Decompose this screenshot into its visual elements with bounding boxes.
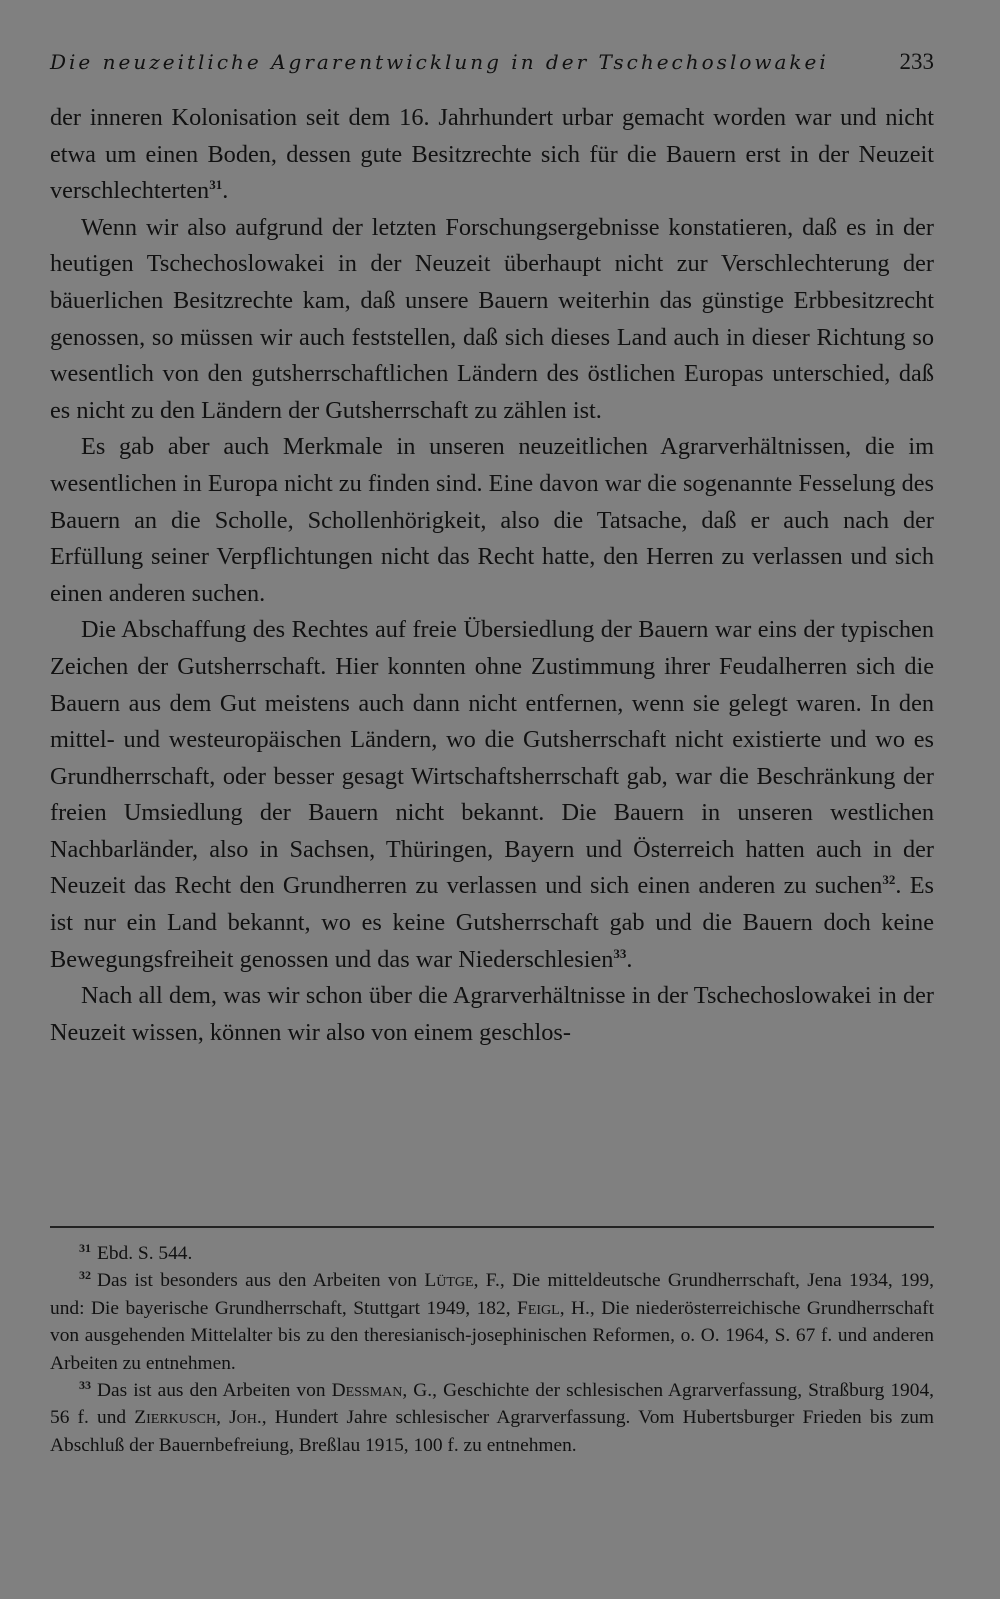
footnote-32-text-3: , H., Die niederösterreichische Grundherrschaft von ausgehenden Mittelalter bis zu den theresianisch-josephinischen Reformen, o. O. 1964, S. 67 f. und anderen Arbeiten zu entnehmen. [50,1297,934,1374]
paragraph-3 [50,429,934,612]
footnote-divider [50,1226,934,1228]
footnote-33 [50,1377,934,1459]
footnote-33-author-2: Zierkusch [134,1407,217,1429]
paragraph-5 [50,978,934,1051]
paragraph-1 [50,100,934,210]
footnote-31-text: Ebd. S. 544. [97,1243,193,1264]
paragraph-4-text-b: . Es ist nur ein Land bekannt, wo es keine Gutsherrschaft gab und die Bauern doch keine Bewegungsfreiheit genossen und das war Niederschlesien [50,872,934,973]
footnote-31 [50,1240,934,1267]
footnote-ref-33[interactable]: 33 [613,945,627,961]
footnote-33-text-2: , G., Geschichte der schlesischen Agrarverfassung, Straßburg 1904, 56 f. und [50,1380,934,1429]
paragraph-2 [50,210,934,430]
footnote-32-mark: 32 [79,1268,91,1283]
footnote-ref-32[interactable]: 32 [882,872,896,888]
footnote-32-text-2: , F., Die mitteldeutsche Grundherrschaft, Jena 1934, 199, und: Die bayerische Grundherrschaft, Stuttgart 1949, 182, [50,1270,934,1319]
paragraph-4-end: . [626,945,633,973]
footnote-33-author-1: Dessman [331,1380,403,1402]
paragraph-4-text-a: Die Abschaffung des Rechtes auf freie Übersiedlung der Bauern war eins der typischen Zeichen der Gutsherrschaft. Hier konnten ohne Zustimmung ihrer Feudalherren sich die Bauern aus dem Gut meistens auch dann nicht entfernen, wenn sie gelegt waren. In den mittel- und westeuropäischen Ländern, wo die Gutsherrschaft nicht existierte und wo es Grundherrschaft, oder besser gesagt Wirtschaftsherrschaft gab, war die Beschränkung der freien Umsiedlung der Bauern nicht bekannt. Die Bauern in unseren westlichen Nachbarländer, also in Sachsen, Thüringen, Bayern und Österreich hatten auch in der Neuzeit das Recht den Grundherren zu verlassen und sich einen anderen zu suchen [50,616,934,900]
body-text [50,100,934,1051]
footnote-33-text-3: , [216,1407,230,1429]
paragraph-1-end: . [222,177,229,205]
footnote-32-author-1: Lütge [424,1270,474,1292]
paragraph-4 [50,612,934,978]
paragraph-1-text: der inneren Kolonisation seit dem 16. Jahrhundert urbar gemacht worden war und nicht etwa um einen Boden, dessen gute Besitzrechte sich für die Bauern erst in der Neuzeit verschlechterten [50,104,934,205]
footnote-33-mark: 33 [79,1378,91,1393]
footnote-32-author-2: Feigl [517,1297,560,1319]
footnote-31-mark: 31 [79,1241,91,1255]
page-number: 233 [899,49,934,74]
footnotes [50,1240,934,1459]
paragraph-5-text: Nach all dem, was wir schon über die Agrarverhältnisse in der Tschechoslowakei in der Neuzeit wissen, können wir also von einem geschlos- [50,982,934,1046]
paragraph-2-text: Wenn wir also aufgrund der letzten Forschungsergebnisse konstatieren, daß es in der heutigen Tschechoslowakei in der Neuzeit überhaupt nicht zur Verschlechterung der bäuerlichen Besitzrechte kam, daß unsere Bauern weiterhin das günstige Erbbesitzrecht genossen, so müssen wir auch feststellen, daß sich dieses Land auch in dieser Richtung so wesentlich von den gutsherrschaftlichen Ländern des östlichen Europas unterschied, daß es nicht zu den Ländern der Gutsherrschaft zu zählen ist. [50,213,934,424]
footnote-33-text-1: Das ist aus den Arbeiten von [97,1380,332,1402]
footnote-33-text-4: , Hundert Jahre schlesischer Agrarverfassung. Vom Hubertsburger Frieden bis zum Abschluß der Bauernbefreiung, Breßlau 1915, 100 f. zu entnehmen. [50,1407,935,1456]
book-page [50,0,934,1599]
footnote-32-text-1: Das ist besonders aus den Arbeiten von [97,1270,425,1292]
footnote-32 [50,1267,934,1377]
running-head [50,46,934,78]
footnote-ref-31[interactable]: 31 [209,177,223,193]
paragraph-3-text: Es gab aber auch Merkmale in unseren neuzeitlichen Agrarverhältnissen, die im wesentlichen in Europa nicht zu finden sind. Eine davon war die sogenannte Fesselung des Bauern an die Scholle, Schollenhörigkeit, also die Tatsache, daß er auch nach der Erfüllung seiner Verpflichtungen nicht das Recht hatte, den Herren zu verlassen und sich einen anderen suchen. [50,433,934,607]
footnote-33-author-3: Joh. [229,1407,262,1429]
running-title: Die neuzeitliche Agrarentwicklung in der Tschechoslowakei [50,50,829,74]
